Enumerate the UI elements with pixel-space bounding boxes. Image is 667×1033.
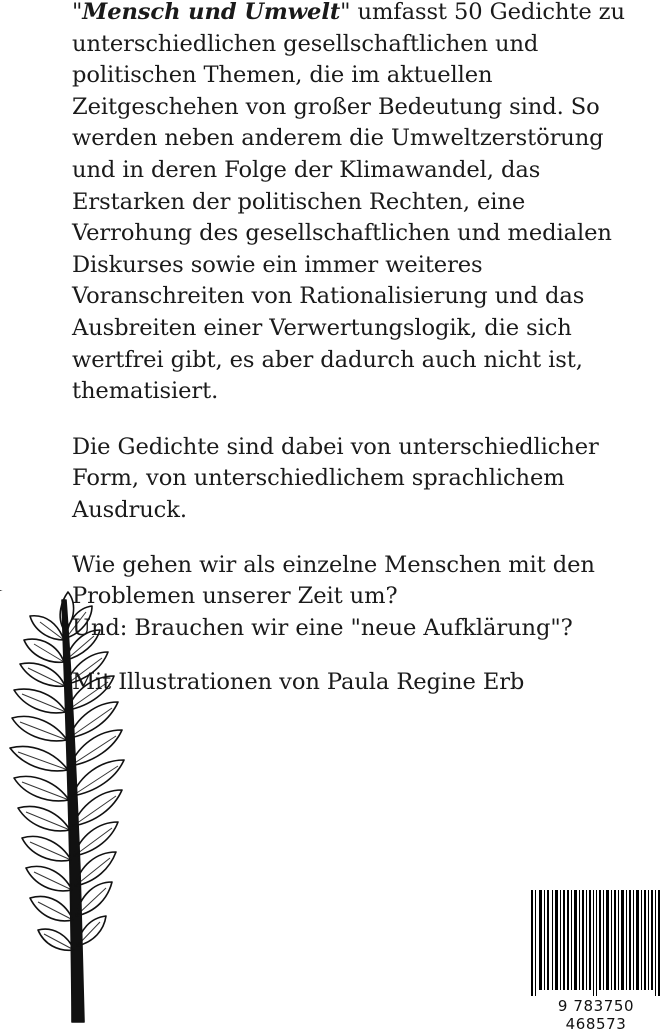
quote-open: " [72, 0, 83, 25]
question-line-2: Und: Brauchen wir eine "neue Aufklärung"? [72, 614, 573, 641]
intro-paragraph [72, 0, 647, 408]
book-title: Mensch und Umwelt [82, 0, 341, 25]
questions-paragraph [72, 550, 647, 645]
isbn-number: 9 783750 468573 [557, 997, 635, 1033]
intro-body: umfasst 50 Gedichte zu unterschiedlichen gesellschaftlichen und politischen Themen, die im aktuellen Zeitgeschehen von großer Bedeutung sind. So werden neben anderem die Umweltzerstörung und in deren Folge der Klimawandel, das Erstarken der politischen Rechten, eine Verrohung des gesellschaftlichen und medialen Diskurses sowie ein immer weiteres Voranschreiten von Rationalisierung und das Ausbreiten einer Verwertungslogik, die sich wertfrei gibt, es aber dadurch auch nicht ist, thematisiert. [72, 0, 625, 405]
question-line-1: Wie gehen wir als einzelne Menschen mit den Problemen unserer Zeit um? [72, 551, 595, 610]
back-cover-text [72, 0, 647, 722]
quote-close: " [340, 0, 351, 25]
illustrator-credit: Mit Illustrationen von Paula Regine Erb [72, 669, 525, 696]
barcode-bars [525, 888, 667, 996]
leaf-branch-illustration [0, 590, 150, 1024]
form-paragraph: Die Gedichte sind dabei von unterschiedlicher Form, von unterschiedlichem sprachlichem Ausdruck. [72, 433, 599, 523]
